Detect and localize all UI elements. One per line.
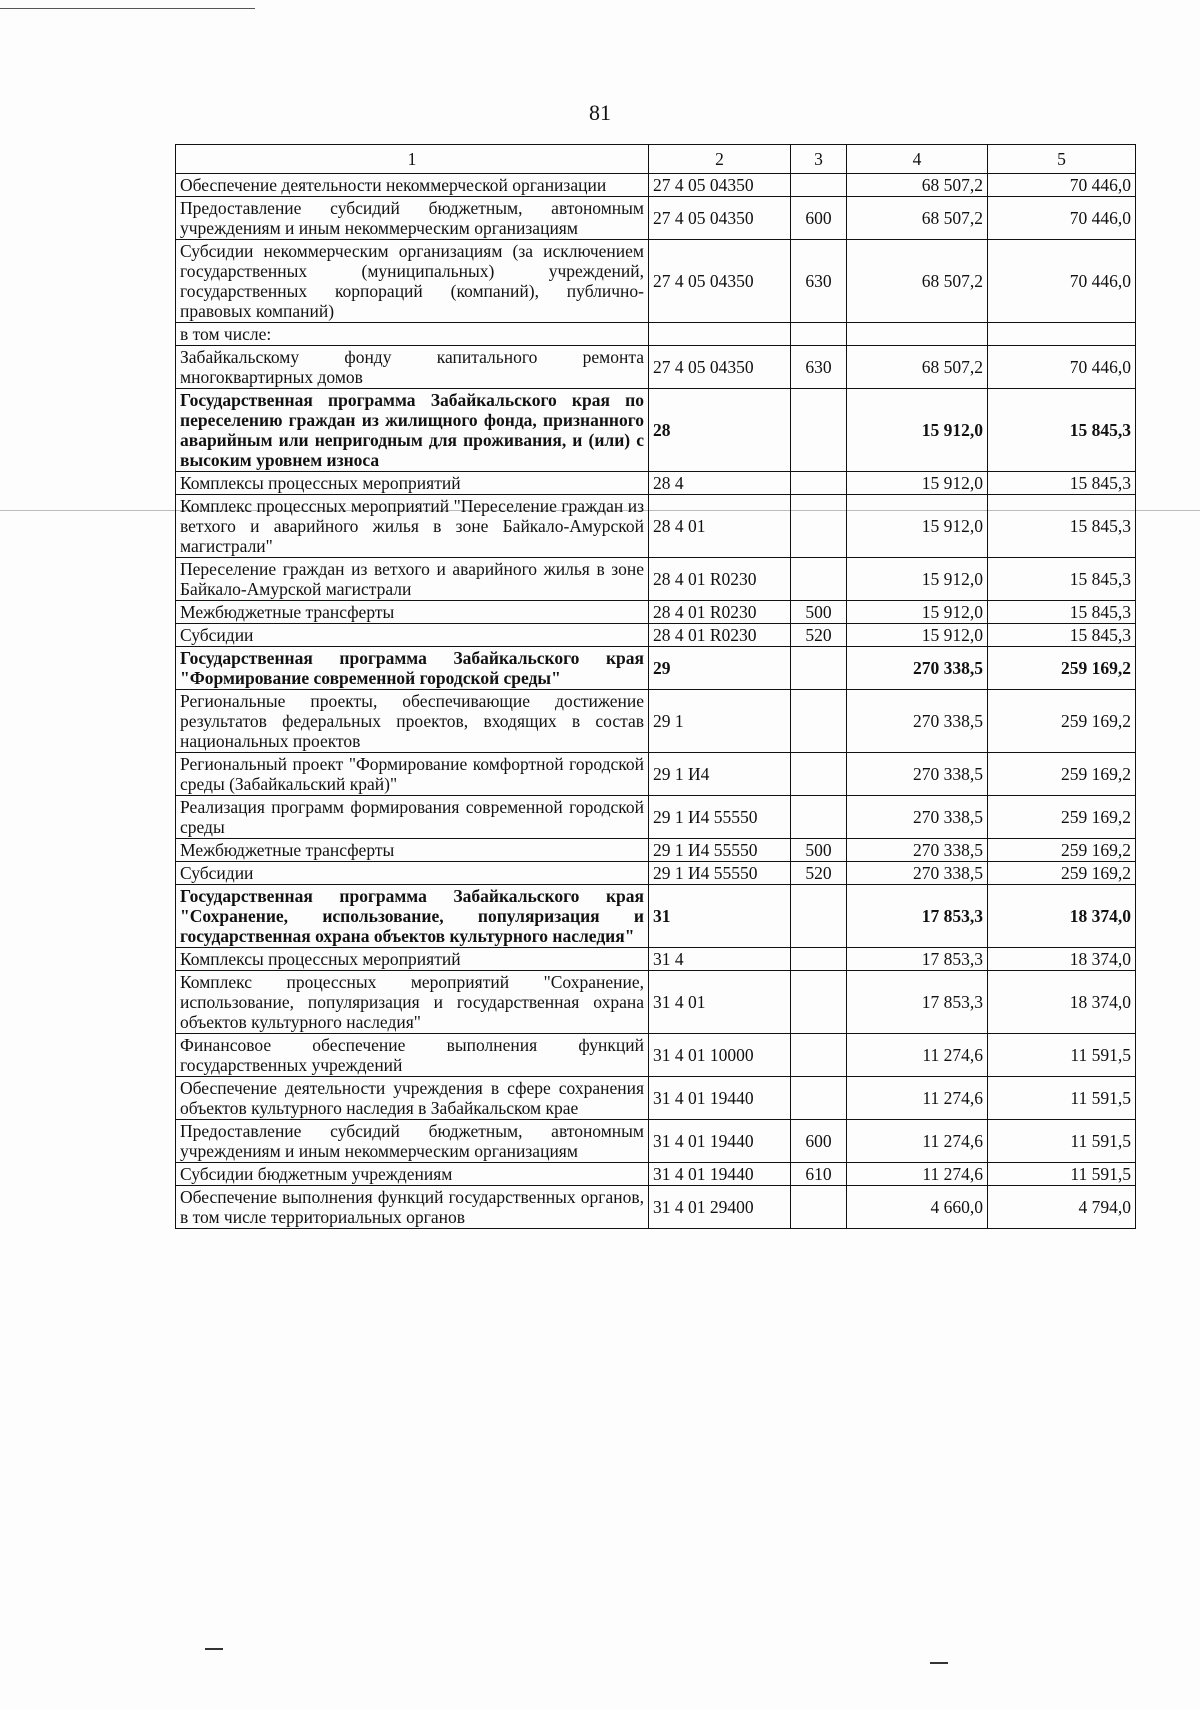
row-amount-2025-cell: 17 853,3	[847, 885, 988, 948]
table-row	[176, 948, 1136, 971]
row-expense-type-cell	[791, 1186, 847, 1229]
row-code-cell: 27 4 05 04350	[649, 197, 791, 240]
row-amount-2026-cell: 15 845,3	[988, 389, 1136, 472]
row-expense-type-cell	[791, 389, 847, 472]
page-number: 81	[589, 100, 611, 125]
row-expense-type-cell	[791, 885, 847, 948]
row-amount-2025-cell: 68 507,2	[847, 197, 988, 240]
row-name-cell: Комплексы процессных мероприятий	[176, 948, 649, 971]
scan-edge-line	[0, 8, 255, 9]
row-amount-2026-cell: 15 845,3	[988, 601, 1136, 624]
row-amount-2025-cell: 4 660,0	[847, 1186, 988, 1229]
row-amount-2026-cell: 259 169,2	[988, 839, 1136, 862]
row-amount-2025-cell: 11 274,6	[847, 1120, 988, 1163]
row-expense-type-cell: 630	[791, 346, 847, 389]
row-expense-type-cell	[791, 323, 847, 346]
row-amount-2025-cell: 68 507,2	[847, 174, 988, 197]
table-row	[176, 558, 1136, 601]
table-row	[176, 174, 1136, 197]
header-col-1: 1	[176, 145, 649, 174]
row-amount-2025-cell: 15 912,0	[847, 495, 988, 558]
table-row	[176, 601, 1136, 624]
table-row	[176, 753, 1136, 796]
table-row	[176, 472, 1136, 495]
row-name-cell: Переселение граждан из ветхого и аварийного жилья в зоне Байкало-Амурской магистрали	[176, 558, 649, 601]
row-name-cell: в том числе:	[176, 323, 649, 346]
table-row	[176, 971, 1136, 1034]
table-body	[176, 174, 1136, 1229]
row-amount-2026-cell: 259 169,2	[988, 862, 1136, 885]
row-code-cell: 31 4 01 10000	[649, 1034, 791, 1077]
row-code-cell: 28 4 01 R0230	[649, 601, 791, 624]
table-row	[176, 1186, 1136, 1229]
table-row	[176, 690, 1136, 753]
row-amount-2025-cell: 270 338,5	[847, 690, 988, 753]
row-code-cell: 29 1 И4 55550	[649, 796, 791, 839]
row-amount-2026-cell: 4 794,0	[988, 1186, 1136, 1229]
row-expense-type-cell	[791, 948, 847, 971]
row-amount-2025-cell: 270 338,5	[847, 839, 988, 862]
row-amount-2026-cell: 11 591,5	[988, 1120, 1136, 1163]
row-amount-2026-cell: 259 169,2	[988, 753, 1136, 796]
row-name-cell: Субсидии бюджетным учреждениям	[176, 1163, 649, 1186]
row-code-cell: 31 4 01 19440	[649, 1163, 791, 1186]
row-amount-2026-cell: 70 446,0	[988, 174, 1136, 197]
row-amount-2026-cell: 11 591,5	[988, 1077, 1136, 1120]
row-amount-2026-cell: 15 845,3	[988, 472, 1136, 495]
row-amount-2025-cell: 270 338,5	[847, 753, 988, 796]
row-expense-type-cell	[791, 495, 847, 558]
row-amount-2026-cell: 15 845,3	[988, 624, 1136, 647]
row-name-cell: Предоставление субсидий бюджетным, автономным учреждениям и иным некоммерческим организациям	[176, 1120, 649, 1163]
row-name-cell: Обеспечение выполнения функций государственных органов, в том числе территориальных органов	[176, 1186, 649, 1229]
row-code-cell: 29 1	[649, 690, 791, 753]
table-row	[176, 346, 1136, 389]
row-amount-2025-cell: 270 338,5	[847, 647, 988, 690]
row-expense-type-cell: 520	[791, 624, 847, 647]
row-expense-type-cell	[791, 1077, 847, 1120]
row-amount-2026-cell: 15 845,3	[988, 558, 1136, 601]
row-name-cell: Комплекс процессных мероприятий "Сохранение, использование, популяризация и государственная охрана объектов культурного наследия"	[176, 971, 649, 1034]
row-code-cell: 31 4	[649, 948, 791, 971]
table-row	[176, 323, 1136, 346]
row-amount-2025-cell: 11 274,6	[847, 1163, 988, 1186]
header-col-5: 5	[988, 145, 1136, 174]
row-name-cell: Субсидии	[176, 862, 649, 885]
row-code-cell: 27 4 05 04350	[649, 240, 791, 323]
row-expense-type-cell	[791, 647, 847, 690]
row-amount-2025-cell: 11 274,6	[847, 1077, 988, 1120]
row-name-cell: Государственная программа Забайкальского края "Формирование современной городской среды"	[176, 647, 649, 690]
row-amount-2026-cell	[988, 323, 1136, 346]
row-expense-type-cell: 630	[791, 240, 847, 323]
row-amount-2025-cell: 11 274,6	[847, 1034, 988, 1077]
row-code-cell: 31 4 01 19440	[649, 1077, 791, 1120]
row-amount-2025-cell: 15 912,0	[847, 601, 988, 624]
row-amount-2025-cell: 270 338,5	[847, 862, 988, 885]
row-name-cell: Финансовое обеспечение выполнения функций государственных учреждений	[176, 1034, 649, 1077]
row-amount-2025-cell: 15 912,0	[847, 389, 988, 472]
row-name-cell: Региональные проекты, обеспечивающие достижение результатов федеральных проектов, входящих в состав национальных проектов	[176, 690, 649, 753]
row-amount-2026-cell: 18 374,0	[988, 971, 1136, 1034]
row-code-cell: 29 1 И4 55550	[649, 862, 791, 885]
row-amount-2025-cell: 17 853,3	[847, 948, 988, 971]
row-expense-type-cell: 600	[791, 1120, 847, 1163]
row-expense-type-cell	[791, 690, 847, 753]
table-row	[176, 839, 1136, 862]
table-row	[176, 1034, 1136, 1077]
row-name-cell: Межбюджетные трансферты	[176, 839, 649, 862]
row-expense-type-cell: 520	[791, 862, 847, 885]
row-name-cell: Региональный проект "Формирование комфортной городской среды (Забайкальский край)"	[176, 753, 649, 796]
row-expense-type-cell	[791, 753, 847, 796]
row-code-cell	[649, 323, 791, 346]
row-name-cell: Межбюджетные трансферты	[176, 601, 649, 624]
table-row	[176, 389, 1136, 472]
budget-table	[175, 144, 1136, 1229]
row-amount-2026-cell: 18 374,0	[988, 948, 1136, 971]
table-row	[176, 796, 1136, 839]
row-code-cell: 28	[649, 389, 791, 472]
row-code-cell: 31 4 01 19440	[649, 1120, 791, 1163]
table-row	[176, 647, 1136, 690]
row-amount-2026-cell: 70 446,0	[988, 346, 1136, 389]
row-amount-2025-cell: 68 507,2	[847, 346, 988, 389]
table-row	[176, 240, 1136, 323]
header-col-4: 4	[847, 145, 988, 174]
row-amount-2026-cell: 259 169,2	[988, 796, 1136, 839]
row-amount-2025-cell: 270 338,5	[847, 796, 988, 839]
row-code-cell: 27 4 05 04350	[649, 174, 791, 197]
row-name-cell: Обеспечение деятельности учреждения в сфере сохранения объектов культурного наследия в Забайкальском крае	[176, 1077, 649, 1120]
table-row	[176, 197, 1136, 240]
row-expense-type-cell: 500	[791, 601, 847, 624]
row-expense-type-cell: 600	[791, 197, 847, 240]
table-row	[176, 1077, 1136, 1120]
row-name-cell: Реализация программ формирования современной городской среды	[176, 796, 649, 839]
row-expense-type-cell	[791, 174, 847, 197]
row-code-cell: 29 1 И4 55550	[649, 839, 791, 862]
row-name-cell: Субсидии	[176, 624, 649, 647]
row-name-cell: Государственная программа Забайкальского края по переселению граждан из жилищного фонда, признанного аварийным или непригодным для проживания, и (или) с высоким уровнем износа	[176, 389, 649, 472]
table-row	[176, 862, 1136, 885]
table-row	[176, 624, 1136, 647]
row-name-cell: Обеспечение деятельности некоммерческой организации	[176, 174, 649, 197]
row-expense-type-cell	[791, 1034, 847, 1077]
row-name-cell: Комплекс процессных мероприятий "Переселение граждан из ветхого и аварийного жилья в зоне Байкало-Амурской магистрали"	[176, 495, 649, 558]
row-code-cell: 27 4 05 04350	[649, 346, 791, 389]
row-amount-2025-cell: 17 853,3	[847, 971, 988, 1034]
row-expense-type-cell	[791, 472, 847, 495]
row-code-cell: 29	[649, 647, 791, 690]
row-amount-2026-cell: 259 169,2	[988, 690, 1136, 753]
row-amount-2025-cell: 15 912,0	[847, 624, 988, 647]
table-row	[176, 885, 1136, 948]
row-code-cell: 31 4 01 29400	[649, 1186, 791, 1229]
table-row	[176, 1120, 1136, 1163]
table-row	[176, 1163, 1136, 1186]
table-row	[176, 495, 1136, 558]
row-code-cell: 29 1 И4	[649, 753, 791, 796]
row-amount-2025-cell	[847, 323, 988, 346]
table-header-row	[176, 145, 1136, 174]
row-expense-type-cell: 610	[791, 1163, 847, 1186]
row-amount-2026-cell: 70 446,0	[988, 240, 1136, 323]
row-code-cell: 31 4 01	[649, 971, 791, 1034]
row-name-cell: Субсидии некоммерческим организациям (за исключением государственных (муниципальных) учреждений, государственных корпораций (компаний), публично-правовых компаний)	[176, 240, 649, 323]
row-amount-2026-cell: 70 446,0	[988, 197, 1136, 240]
footer-dash-left	[205, 1648, 223, 1650]
row-amount-2026-cell: 18 374,0	[988, 885, 1136, 948]
header-col-2: 2	[649, 145, 791, 174]
row-expense-type-cell	[791, 558, 847, 601]
row-expense-type-cell	[791, 971, 847, 1034]
row-code-cell: 28 4	[649, 472, 791, 495]
row-name-cell: Предоставление субсидий бюджетным, автономным учреждениям и иным некоммерческим организациям	[176, 197, 649, 240]
row-code-cell: 28 4 01	[649, 495, 791, 558]
row-amount-2026-cell: 259 169,2	[988, 647, 1136, 690]
row-name-cell: Комплексы процессных мероприятий	[176, 472, 649, 495]
row-amount-2025-cell: 15 912,0	[847, 558, 988, 601]
row-code-cell: 28 4 01 R0230	[649, 558, 791, 601]
footer-dash-right	[930, 1662, 948, 1664]
row-amount-2026-cell: 11 591,5	[988, 1163, 1136, 1186]
row-amount-2026-cell: 15 845,3	[988, 495, 1136, 558]
row-code-cell: 31	[649, 885, 791, 948]
header-col-3: 3	[791, 145, 847, 174]
row-name-cell: Забайкальскому фонду капитального ремонта многоквартирных домов	[176, 346, 649, 389]
row-code-cell: 28 4 01 R0230	[649, 624, 791, 647]
row-amount-2025-cell: 68 507,2	[847, 240, 988, 323]
row-expense-type-cell: 500	[791, 839, 847, 862]
row-name-cell: Государственная программа Забайкальского края "Сохранение, использование, популяризация и государственная охрана объектов культурного наследия"	[176, 885, 649, 948]
row-amount-2026-cell: 11 591,5	[988, 1034, 1136, 1077]
row-expense-type-cell	[791, 796, 847, 839]
row-amount-2025-cell: 15 912,0	[847, 472, 988, 495]
